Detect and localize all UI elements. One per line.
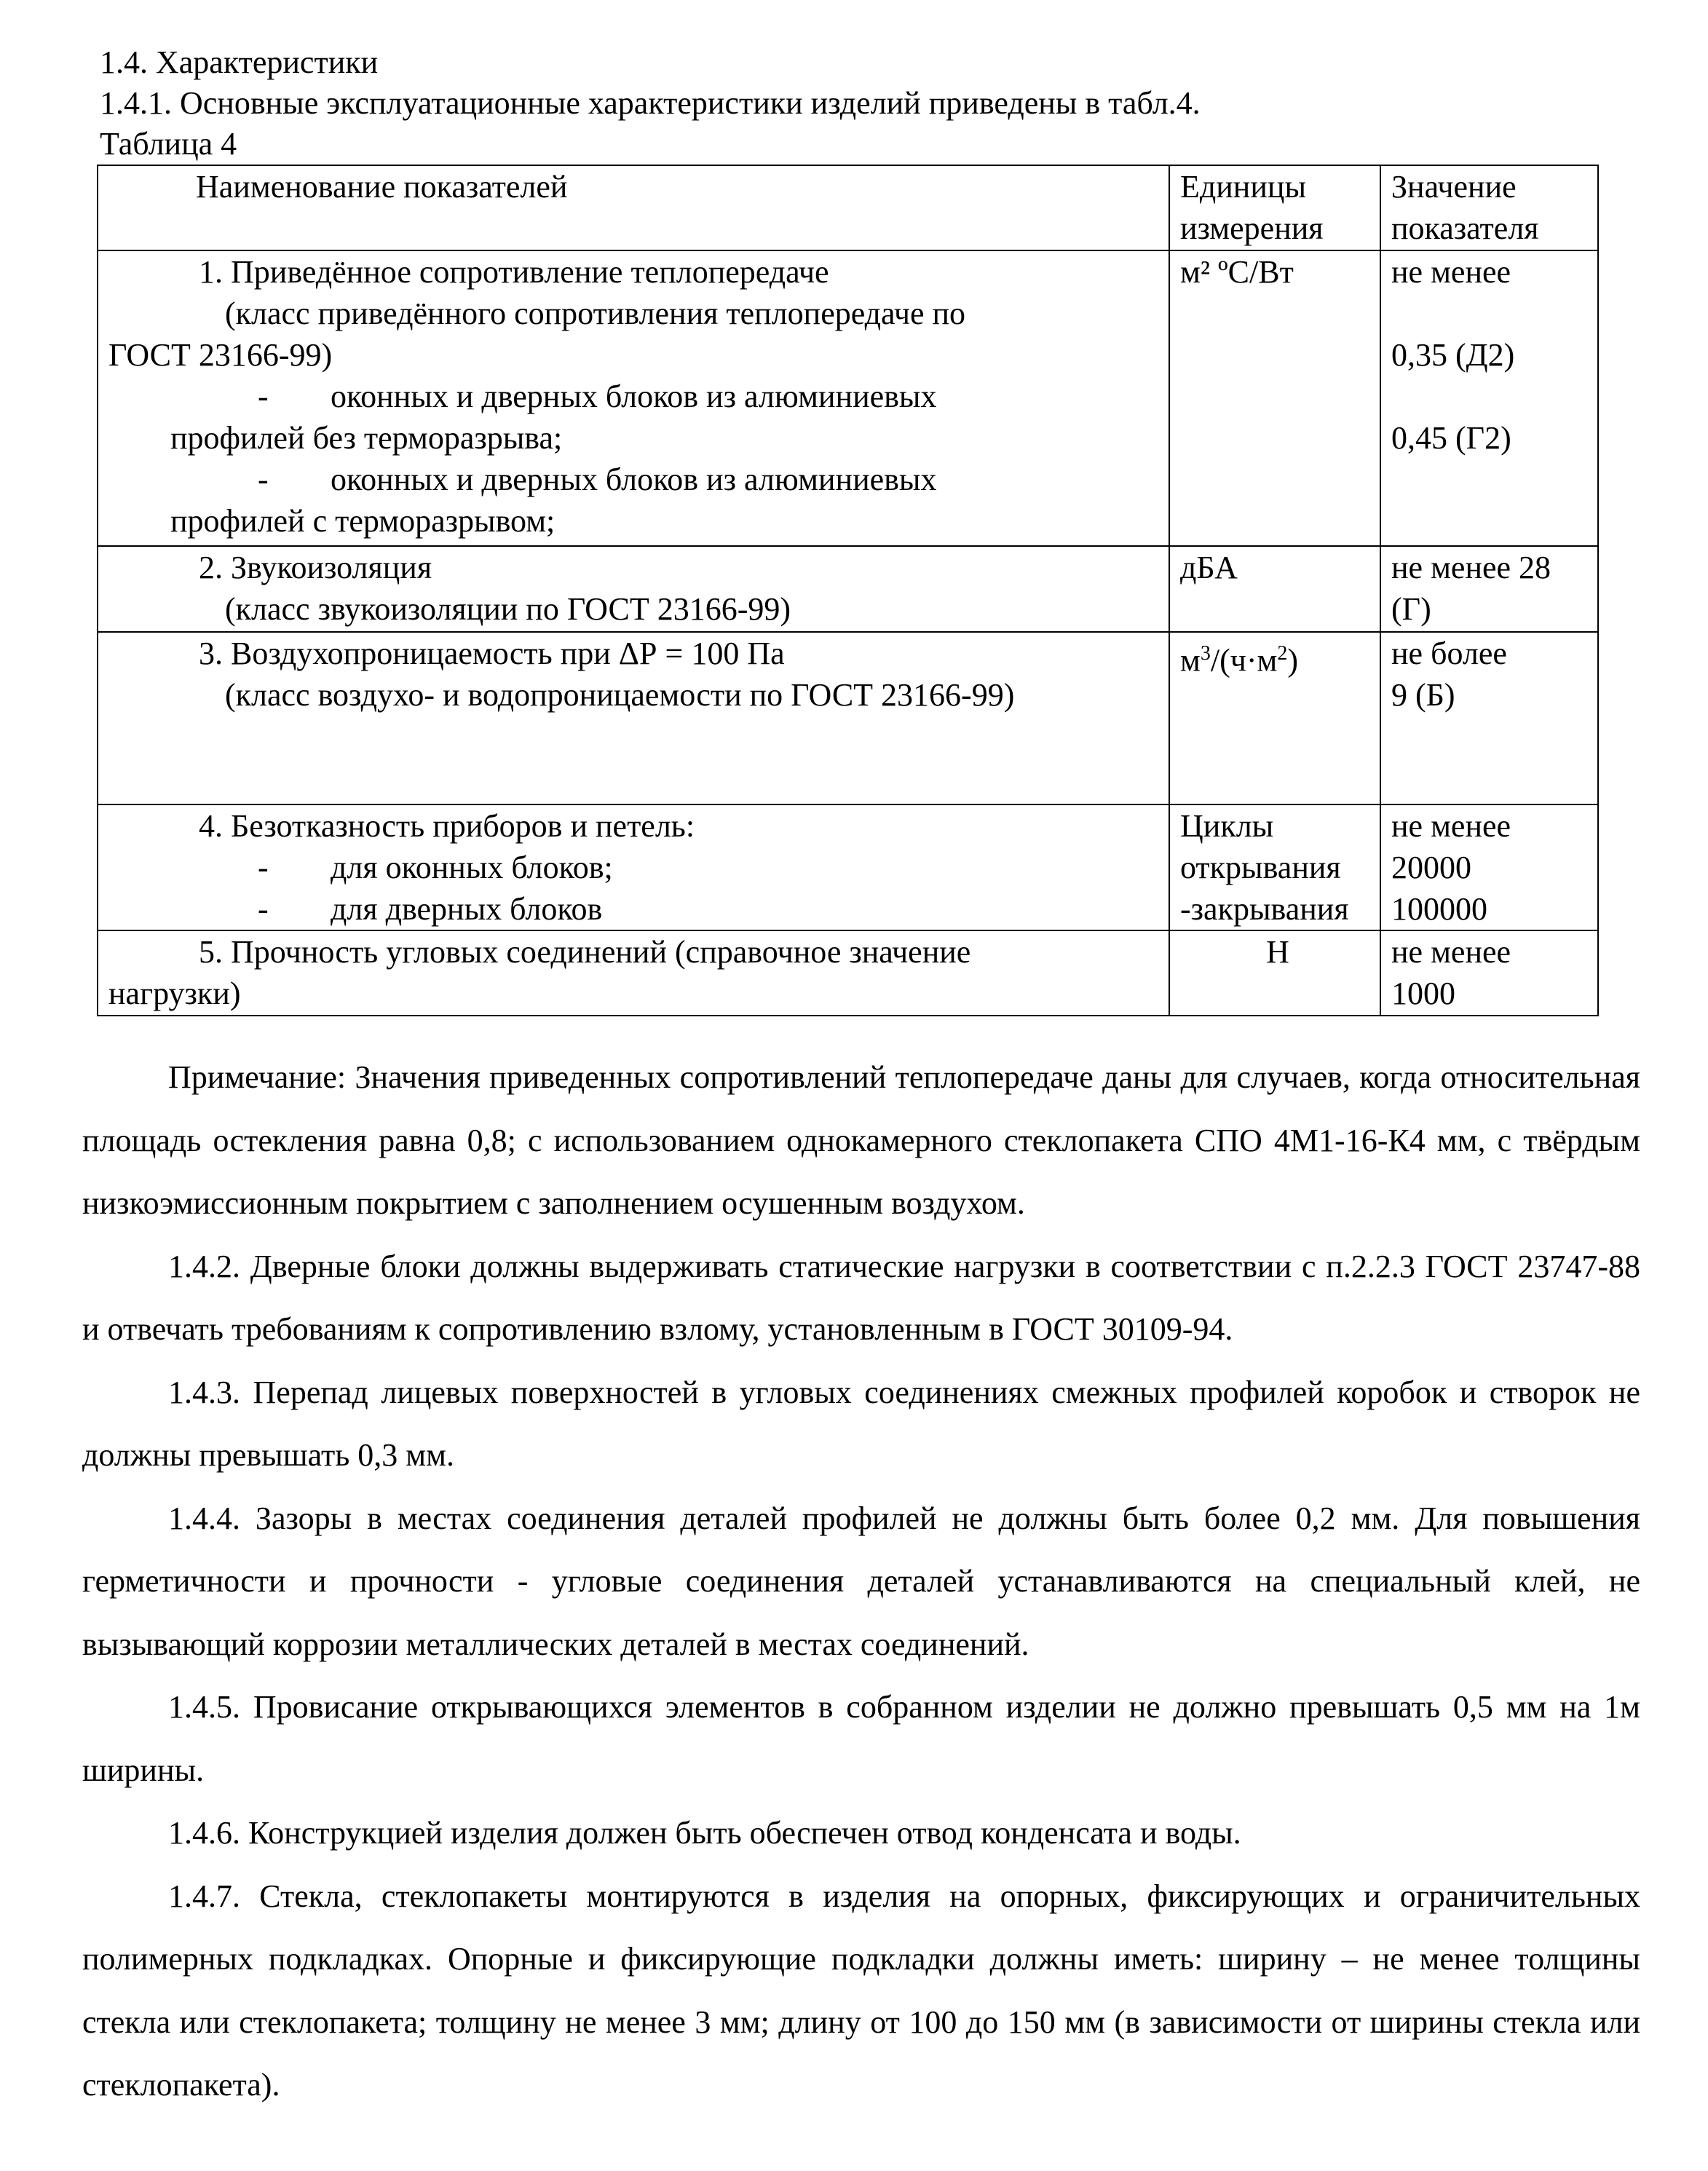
unit-exponent: 2 xyxy=(1277,642,1288,665)
row5-title: 5. Прочность угловых соединений (справочное значение xyxy=(199,934,971,970)
row1-value-1: 0,35 (Д2) xyxy=(1391,337,1515,373)
row2-unit: дБА xyxy=(1180,550,1238,585)
row4-item2 xyxy=(108,888,1164,930)
row1-sub-a: (класс приведённого сопротивления теплопередаче по xyxy=(225,296,966,331)
row1-item1-line1: оконных и дверных блоков из алюминиевых xyxy=(331,379,937,414)
paragraph-1-4-3: 1.4.3. Перепад лицевых поверхностей в угловых соединениях смежных профилей коробок и створок не должны превышать 0,3 мм. xyxy=(82,1374,1640,1473)
body-text xyxy=(82,1046,1640,2117)
header-value-line1: Значение xyxy=(1391,169,1517,205)
row2-value-2: (Г) xyxy=(1391,591,1431,627)
row2-name-cell xyxy=(98,546,1169,632)
note-paragraph: Примечание: Значения приведенных сопротивлений теплопередаче даны для случаев, когда относительная площадь остекления равна 0,8; с использованием однокамерного стеклопакета СПО 4М1-16-К4 мм, с твёрдым низкоэмиссионным покрытием с заполнением осушенным воздухом. xyxy=(82,1059,1640,1221)
row2-value-cell xyxy=(1380,546,1598,632)
row3-unit xyxy=(1170,633,1380,681)
row4-value-3: 100000 xyxy=(1391,891,1487,927)
row4-item1 xyxy=(108,847,1164,888)
row5-unit-cell xyxy=(1169,930,1380,1016)
unit-exponent: 3 xyxy=(1200,642,1211,665)
section-heading: 1.4. Характеристики xyxy=(100,44,379,80)
list-dash: - xyxy=(258,850,269,885)
unit-mid: /(ч·м xyxy=(1210,642,1278,679)
header-units-line2: измерения xyxy=(1180,210,1324,246)
row1-item2 xyxy=(108,459,1164,500)
paragraph-1-4-4: 1.4.4. Зазоры в местах соединения деталей профилей не должны быть более 0,2 мм. Для повышения герметичности и прочности - угловые соединения деталей устанавливаются на специальный клей, не вызывающий коррозии металлических деталей в местах соединений. xyxy=(82,1500,1640,1662)
table-caption: Таблица 4 xyxy=(100,126,237,162)
row3-value-2: 9 (Б) xyxy=(1391,677,1455,713)
row2-sub: (класс звукоизоляции по ГОСТ 23166-99) xyxy=(225,591,791,627)
row1-unit-cell xyxy=(1169,250,1380,546)
list-dash: - xyxy=(258,379,269,414)
row2-value-1: не менее 28 xyxy=(1391,550,1551,585)
row1-item2-line2: профилей с терморазрывом; xyxy=(170,503,556,539)
row3-sub: (класс воздухо- и водопроницаемости по ГОСТ 23166-99) xyxy=(225,677,1015,713)
header-value-line2: показателя xyxy=(1391,210,1539,246)
header-units-line1: Единицы xyxy=(1180,169,1307,205)
row3-name-cell xyxy=(98,632,1169,804)
row4-unit-cell xyxy=(1169,804,1380,930)
header-value-cell xyxy=(1380,165,1598,250)
unit-base: м xyxy=(1180,642,1201,679)
row4-name-cell xyxy=(98,804,1169,930)
row3-title: 3. Воздухопроницаемость при ΔР = 100 Па xyxy=(199,636,785,671)
row1-title: 1. Приведённое сопротивление теплопередаче xyxy=(199,254,829,290)
row3-value-cell xyxy=(1380,632,1598,804)
row3-unit-cell xyxy=(1169,632,1380,804)
row1-value-head: не менее xyxy=(1391,254,1511,290)
list-dash: - xyxy=(258,891,269,927)
header-name: Наименование показателей xyxy=(196,169,568,205)
row4-value-2: 20000 xyxy=(1391,850,1471,885)
paragraph-1-4-5: 1.4.5. Провисание открывающихся элементов в собранном изделии не должно превышать 0,5 мм на 1м ширины. xyxy=(82,1689,1640,1788)
row1-item1 xyxy=(108,376,1164,417)
row5-value-1: не менее xyxy=(1391,934,1511,970)
row4-title: 4. Безотказность приборов и петель: xyxy=(199,808,695,844)
header-units-cell xyxy=(1169,165,1380,250)
paragraph-1-4-7: 1.4.7. Стекла, стеклопакеты монтируются в изделия на опорных, фиксирующих и ограничительных полимерных подкладках. Опорные и фиксирующие подкладки должны иметь: ширину – не менее толщины стекла или стеклопакета; толщину не менее 3 мм; длину от 100 до 150 мм (в зависимости от ширины стекла или стеклопакета). xyxy=(82,1878,1640,2103)
table-header-row xyxy=(98,165,1598,250)
row4-item2-text: для дверных блоков xyxy=(331,891,603,927)
table-row xyxy=(98,546,1598,632)
row4-unit-1: Циклы xyxy=(1180,808,1274,844)
row5-title-cont: нагрузки) xyxy=(108,976,241,1011)
paragraph-1-4-6: 1.4.6. Конструкцией изделия должен быть обеспечен отвод конденсата и воды. xyxy=(168,1815,1241,1851)
row4-unit-3: -закрывания xyxy=(1180,891,1349,927)
row3-value-1: не более xyxy=(1391,636,1507,671)
row5-value-cell xyxy=(1380,930,1598,1016)
table-row xyxy=(98,632,1598,804)
row1-name-cell xyxy=(98,250,1169,546)
row5-unit: Н xyxy=(1266,934,1289,970)
row4-value-1: не менее xyxy=(1391,808,1511,844)
intro-line: 1.4.1. Основные эксплуатационные характеристики изделий приведены в табл.4. xyxy=(100,85,1201,121)
table-row xyxy=(98,250,1598,546)
row4-item1-text: для оконных блоков; xyxy=(331,850,613,885)
list-dash: - xyxy=(258,462,269,497)
row1-unit: м² ºС/Вт xyxy=(1180,254,1294,290)
row5-name-cell xyxy=(98,930,1169,1016)
row1-sub-b: ГОСТ 23166-99) xyxy=(108,337,333,373)
row1-value-2: 0,45 (Г2) xyxy=(1391,420,1511,456)
row1-item2-line1: оконных и дверных блоков из алюминиевых xyxy=(331,462,937,497)
table-row xyxy=(98,930,1598,1016)
characteristics-table xyxy=(97,165,1599,1016)
table-row xyxy=(98,804,1598,930)
paragraph-1-4-2: 1.4.2. Дверные блоки должны выдерживать статические нагрузки в соответствии с п.2.2.3 ГОСТ 23747-88 и отвечать требованиям к сопротивлению взлому, установленным в ГОСТ 30109-94. xyxy=(82,1248,1640,1347)
row1-item1-line2: профилей без терморазрыва; xyxy=(170,420,563,456)
row4-unit-2: открывания xyxy=(1180,850,1341,885)
row5-value-2: 1000 xyxy=(1391,976,1455,1011)
row2-unit-cell xyxy=(1169,546,1380,632)
header-name-cell xyxy=(98,165,1169,250)
unit-end: ) xyxy=(1287,642,1299,679)
row4-value-cell xyxy=(1380,804,1598,930)
row1-value-cell xyxy=(1380,250,1598,546)
row2-title: 2. Звукоизоляция xyxy=(199,550,432,585)
